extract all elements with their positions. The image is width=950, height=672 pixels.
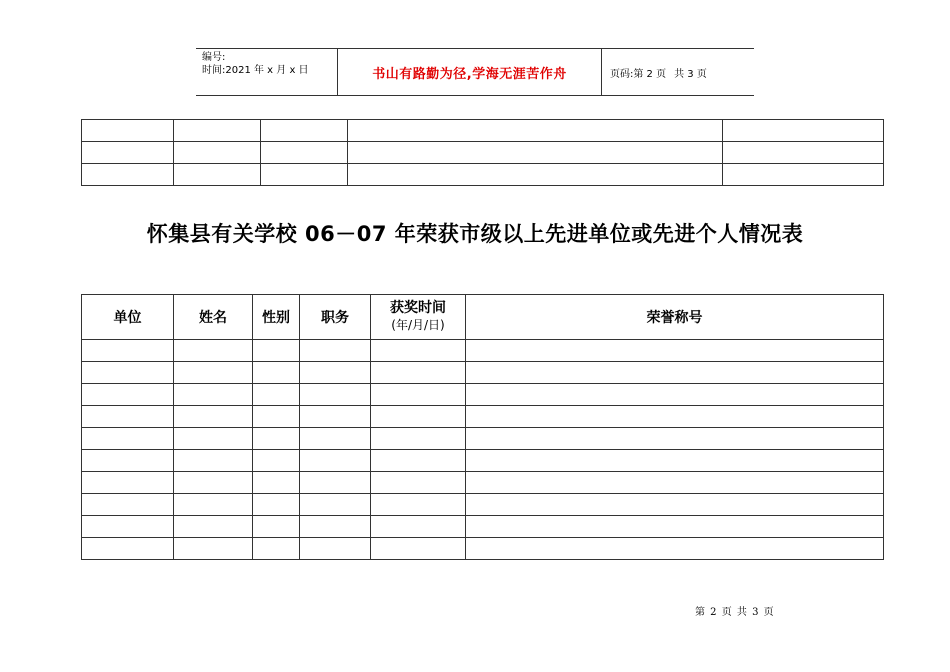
table-cell[interactable]: [466, 428, 884, 450]
table-cell[interactable]: [466, 472, 884, 494]
table-cell[interactable]: [261, 142, 348, 164]
table-cell[interactable]: [174, 120, 261, 142]
table-cell[interactable]: [253, 450, 300, 472]
table-cell[interactable]: [82, 384, 174, 406]
table-cell[interactable]: [253, 516, 300, 538]
awards-table: [81, 294, 884, 560]
column-header-gender: 性别: [253, 295, 300, 340]
header-motto: 书山有路勤为径,学海无涯苦作舟: [372, 66, 567, 82]
table-cell[interactable]: [466, 384, 884, 406]
table-row: [82, 538, 884, 560]
table-cell[interactable]: [82, 472, 174, 494]
table-cell[interactable]: [174, 538, 253, 560]
table-cell[interactable]: [82, 494, 174, 516]
table-cell[interactable]: [371, 494, 466, 516]
table-cell[interactable]: [466, 538, 884, 560]
table-cell[interactable]: [371, 340, 466, 362]
table-cell[interactable]: [371, 516, 466, 538]
page-header: [196, 48, 754, 96]
table-cell[interactable]: [253, 384, 300, 406]
table-cell[interactable]: [253, 406, 300, 428]
page-footer: 第 2 页 共 3 页: [695, 607, 775, 618]
table-cell[interactable]: [371, 538, 466, 560]
table-cell[interactable]: [174, 142, 261, 164]
table-cell[interactable]: [253, 538, 300, 560]
document-time-label: 时间:2021 年 x 月 x 日: [202, 65, 309, 76]
table-cell[interactable]: [82, 362, 174, 384]
table-row: [82, 164, 884, 186]
table-cell[interactable]: [300, 428, 371, 450]
column-header-honor: 荣誉称号: [466, 295, 884, 340]
table-cell[interactable]: [371, 450, 466, 472]
table-cell[interactable]: [371, 428, 466, 450]
table-row: [82, 142, 884, 164]
table-cell[interactable]: [348, 120, 723, 142]
table-cell[interactable]: [300, 516, 371, 538]
table-cell[interactable]: [300, 538, 371, 560]
table-cell[interactable]: [466, 516, 884, 538]
table-cell[interactable]: [253, 362, 300, 384]
table-row: [82, 450, 884, 472]
column-header-name: 姓名: [174, 295, 253, 340]
table-cell[interactable]: [723, 120, 884, 142]
table-cell[interactable]: [300, 450, 371, 472]
table-cell[interactable]: [174, 362, 253, 384]
page-title: 怀集县有关学校 06－07 年荣获市级以上先进单位或先进个人情况表: [146, 222, 804, 246]
header-page-info: [602, 49, 754, 95]
table-cell[interactable]: [348, 164, 723, 186]
table-cell[interactable]: [466, 406, 884, 428]
award-time-format: (年/月/日): [391, 318, 445, 332]
table-cell[interactable]: [82, 450, 174, 472]
table-cell[interactable]: [300, 494, 371, 516]
table-row: [82, 406, 884, 428]
continued-table: [81, 119, 884, 186]
table-cell[interactable]: [82, 340, 174, 362]
table-row: [82, 340, 884, 362]
table-cell[interactable]: [174, 164, 261, 186]
table-cell[interactable]: [261, 164, 348, 186]
table-cell[interactable]: [466, 362, 884, 384]
table-cell[interactable]: [82, 516, 174, 538]
table-cell[interactable]: [466, 340, 884, 362]
column-header-award-time: [371, 295, 466, 340]
table-cell[interactable]: [300, 340, 371, 362]
table-cell[interactable]: [253, 340, 300, 362]
table-row: [82, 472, 884, 494]
table-row: [82, 362, 884, 384]
page-code-label: 页码:第 2 页: [610, 68, 667, 80]
table-cell[interactable]: [348, 142, 723, 164]
award-time-label: 获奖时间: [390, 300, 446, 316]
table-cell[interactable]: [82, 142, 174, 164]
table-cell[interactable]: [82, 164, 174, 186]
table-cell[interactable]: [300, 362, 371, 384]
table-row: [82, 384, 884, 406]
table-cell[interactable]: [300, 384, 371, 406]
table-cell[interactable]: [253, 472, 300, 494]
table-cell[interactable]: [82, 406, 174, 428]
table-cell[interactable]: [723, 164, 884, 186]
table-cell[interactable]: [371, 362, 466, 384]
table-cell[interactable]: [174, 516, 253, 538]
table-row: [82, 516, 884, 538]
awards-table-body: [82, 340, 884, 560]
table-cell[interactable]: [174, 384, 253, 406]
document-number-label: 编号:: [202, 52, 226, 63]
table-cell[interactable]: [253, 428, 300, 450]
column-header-unit: 单位: [82, 295, 174, 340]
table-header-row: [82, 295, 884, 340]
table-cell[interactable]: [371, 406, 466, 428]
table-cell[interactable]: [174, 406, 253, 428]
table-cell[interactable]: [174, 494, 253, 516]
table-cell[interactable]: [174, 340, 253, 362]
column-header-position: 职务: [300, 295, 371, 340]
table-cell[interactable]: [174, 472, 253, 494]
header-meta: [196, 49, 338, 95]
table-cell[interactable]: [261, 120, 348, 142]
table-cell[interactable]: [723, 142, 884, 164]
table-cell[interactable]: [253, 494, 300, 516]
table-row: [82, 428, 884, 450]
table-cell[interactable]: [466, 450, 884, 472]
table-cell[interactable]: [466, 494, 884, 516]
table-cell[interactable]: [371, 384, 466, 406]
table-cell[interactable]: [371, 472, 466, 494]
header-motto-cell: [338, 49, 602, 95]
page-total-label: 共 3 页: [674, 68, 707, 80]
table-row: [82, 494, 884, 516]
table-cell[interactable]: [82, 538, 174, 560]
table-cell[interactable]: [82, 120, 174, 142]
table-cell[interactable]: [174, 450, 253, 472]
table-row: [82, 120, 884, 142]
table-cell[interactable]: [174, 428, 253, 450]
table-cell[interactable]: [82, 428, 174, 450]
table-cell[interactable]: [300, 472, 371, 494]
table-cell[interactable]: [300, 406, 371, 428]
